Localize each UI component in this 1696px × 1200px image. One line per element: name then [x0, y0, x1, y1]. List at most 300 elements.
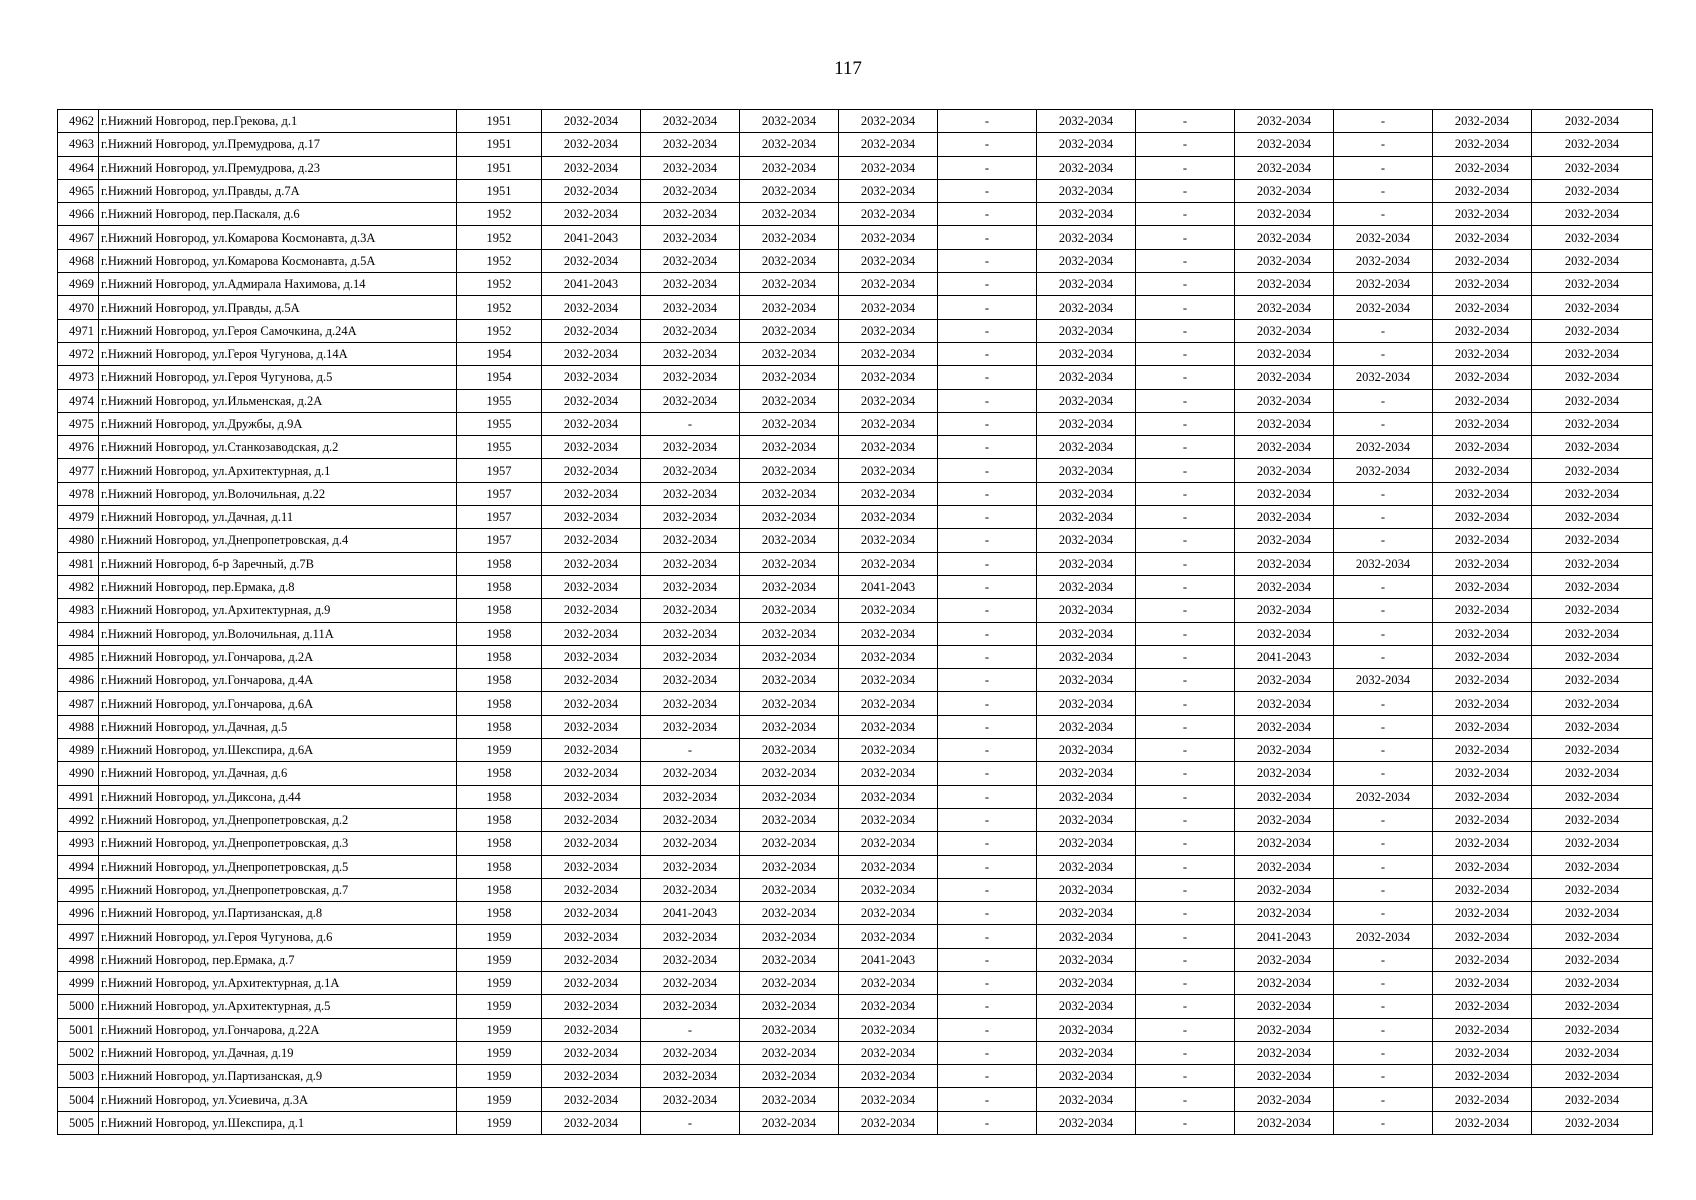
period-cell: 2032-2034 — [542, 832, 641, 855]
period-cell: 2032-2034 — [542, 1018, 641, 1041]
period-cell: - — [1136, 808, 1235, 831]
address-cell: г.Нижний Новгород, ул.Шекспира, д.1 — [99, 1111, 457, 1134]
year-cell: 1951 — [457, 179, 542, 202]
period-cell: 2032-2034 — [1532, 342, 1653, 365]
period-cell: 2032-2034 — [1532, 156, 1653, 179]
period-cell: 2032-2034 — [542, 506, 641, 529]
table-row — [58, 366, 1653, 389]
period-cell: 2032-2034 — [1532, 1018, 1653, 1041]
period-cell: 2032-2034 — [1235, 971, 1334, 994]
period-cell: - — [938, 552, 1037, 575]
period-cell: 2032-2034 — [740, 1018, 839, 1041]
period-cell: - — [938, 226, 1037, 249]
period-cell: - — [641, 412, 740, 435]
table-row — [58, 296, 1653, 319]
period-cell: - — [938, 1111, 1037, 1134]
period-cell: 2032-2034 — [839, 110, 938, 133]
period-cell: 2032-2034 — [740, 506, 839, 529]
period-cell: 2032-2034 — [1235, 319, 1334, 342]
period-cell: 2032-2034 — [1235, 156, 1334, 179]
row-number-cell: 4999 — [58, 971, 99, 994]
period-cell: 2032-2034 — [839, 762, 938, 785]
year-cell: 1959 — [457, 971, 542, 994]
table-row — [58, 273, 1653, 296]
period-cell: - — [1136, 645, 1235, 668]
address-cell: г.Нижний Новгород, ул.Волочильная, д.11А — [99, 622, 457, 645]
period-cell: - — [938, 599, 1037, 622]
period-cell: - — [1334, 645, 1433, 668]
period-cell: 2032-2034 — [1532, 948, 1653, 971]
period-cell: 2032-2034 — [1235, 529, 1334, 552]
table-row — [58, 203, 1653, 226]
period-cell: - — [1334, 902, 1433, 925]
period-cell: 2032-2034 — [839, 226, 938, 249]
period-cell: 2032-2034 — [1235, 622, 1334, 645]
address-cell: г.Нижний Новгород, ул.Днепропетровская, д.2 — [99, 808, 457, 831]
period-cell: 2032-2034 — [1235, 785, 1334, 808]
period-cell: 2032-2034 — [542, 902, 641, 925]
period-cell: 2032-2034 — [542, 692, 641, 715]
year-cell: 1951 — [457, 110, 542, 133]
year-cell: 1952 — [457, 226, 542, 249]
period-cell: 2032-2034 — [740, 995, 839, 1018]
period-cell: 2032-2034 — [740, 412, 839, 435]
period-cell: 2032-2034 — [740, 762, 839, 785]
period-cell: 2032-2034 — [1433, 342, 1532, 365]
period-cell: 2032-2034 — [641, 1088, 740, 1111]
period-cell: - — [1136, 552, 1235, 575]
period-cell: 2032-2034 — [1037, 669, 1136, 692]
period-cell: 2032-2034 — [839, 599, 938, 622]
period-cell: 2032-2034 — [1532, 832, 1653, 855]
period-cell: 2032-2034 — [1334, 459, 1433, 482]
period-cell: - — [1136, 436, 1235, 459]
period-cell: 2032-2034 — [1532, 855, 1653, 878]
period-cell: - — [1136, 506, 1235, 529]
period-cell: 2032-2034 — [740, 529, 839, 552]
year-cell: 1958 — [457, 902, 542, 925]
row-number-cell: 4987 — [58, 692, 99, 715]
period-cell: 2032-2034 — [641, 156, 740, 179]
period-cell: 2032-2034 — [1532, 645, 1653, 668]
period-cell: 2032-2034 — [1532, 669, 1653, 692]
period-cell: - — [938, 342, 1037, 365]
year-cell: 1959 — [457, 948, 542, 971]
period-cell: 2032-2034 — [740, 389, 839, 412]
period-cell: 2032-2034 — [839, 971, 938, 994]
period-cell: 2032-2034 — [740, 948, 839, 971]
period-cell: 2032-2034 — [542, 762, 641, 785]
period-cell: - — [1136, 599, 1235, 622]
period-cell: 2032-2034 — [839, 249, 938, 272]
table-row — [58, 622, 1653, 645]
period-cell: 2032-2034 — [641, 1041, 740, 1064]
period-cell: 2032-2034 — [542, 1041, 641, 1064]
period-cell: 2032-2034 — [839, 739, 938, 762]
year-cell: 1955 — [457, 389, 542, 412]
period-cell: 2032-2034 — [1235, 552, 1334, 575]
period-cell: 2032-2034 — [839, 832, 938, 855]
period-cell: - — [1334, 319, 1433, 342]
period-cell: - — [938, 296, 1037, 319]
period-cell: - — [1334, 971, 1433, 994]
period-cell: - — [938, 459, 1037, 482]
period-cell: 2032-2034 — [1037, 133, 1136, 156]
period-cell: - — [1136, 692, 1235, 715]
period-cell: - — [1136, 785, 1235, 808]
period-cell: - — [1136, 1111, 1235, 1134]
period-cell: 2041-2043 — [1235, 925, 1334, 948]
period-cell: - — [938, 1088, 1037, 1111]
period-cell: - — [938, 902, 1037, 925]
year-cell: 1959 — [457, 995, 542, 1018]
period-cell: 2032-2034 — [542, 599, 641, 622]
period-cell: 2032-2034 — [740, 1065, 839, 1088]
period-cell: 2032-2034 — [1037, 739, 1136, 762]
period-cell: 2032-2034 — [1037, 1018, 1136, 1041]
address-cell: г.Нижний Новгород, ул.Партизанская, д.8 — [99, 902, 457, 925]
period-cell: 2032-2034 — [740, 273, 839, 296]
period-cell: 2032-2034 — [1334, 925, 1433, 948]
period-cell: 2032-2034 — [542, 133, 641, 156]
period-cell: 2032-2034 — [839, 133, 938, 156]
period-cell: 2032-2034 — [542, 342, 641, 365]
row-number-cell: 4974 — [58, 389, 99, 412]
period-cell: 2032-2034 — [740, 832, 839, 855]
period-cell: - — [1136, 1088, 1235, 1111]
period-cell: 2032-2034 — [542, 1088, 641, 1111]
period-cell: 2032-2034 — [1037, 1088, 1136, 1111]
period-cell: 2032-2034 — [542, 179, 641, 202]
year-cell: 1958 — [457, 762, 542, 785]
table-row — [58, 226, 1653, 249]
period-cell: - — [938, 785, 1037, 808]
period-cell: 2032-2034 — [1532, 482, 1653, 505]
period-cell: 2032-2034 — [1532, 273, 1653, 296]
address-cell: г.Нижний Новгород, пер.Ермака, д.8 — [99, 575, 457, 598]
period-cell: 2032-2034 — [1037, 296, 1136, 319]
period-cell: - — [1136, 575, 1235, 598]
period-cell: 2032-2034 — [1037, 971, 1136, 994]
period-cell: 2032-2034 — [1433, 412, 1532, 435]
period-cell: - — [1136, 832, 1235, 855]
address-cell: г.Нижний Новгород, ул.Партизанская, д.9 — [99, 1065, 457, 1088]
period-cell: - — [1136, 366, 1235, 389]
period-cell: 2032-2034 — [1037, 808, 1136, 831]
period-cell: 2032-2034 — [542, 575, 641, 598]
period-cell: 2032-2034 — [1433, 832, 1532, 855]
address-cell: г.Нижний Новгород, ул.Днепропетровская, д.7 — [99, 878, 457, 901]
year-cell: 1957 — [457, 459, 542, 482]
row-number-cell: 4980 — [58, 529, 99, 552]
period-cell: - — [938, 110, 1037, 133]
year-cell: 1959 — [457, 925, 542, 948]
period-cell: 2032-2034 — [1037, 692, 1136, 715]
period-cell: - — [938, 995, 1037, 1018]
year-cell: 1958 — [457, 599, 542, 622]
period-cell: 2032-2034 — [1334, 366, 1433, 389]
row-number-cell: 4966 — [58, 203, 99, 226]
period-cell: 2032-2034 — [1235, 1018, 1334, 1041]
period-cell: 2032-2034 — [740, 179, 839, 202]
table-row — [58, 482, 1653, 505]
year-cell: 1951 — [457, 133, 542, 156]
period-cell: 2032-2034 — [542, 1065, 641, 1088]
row-number-cell: 4991 — [58, 785, 99, 808]
period-cell: 2032-2034 — [740, 1041, 839, 1064]
period-cell: 2032-2034 — [1235, 855, 1334, 878]
table-row — [58, 855, 1653, 878]
table-row — [58, 739, 1653, 762]
period-cell: 2032-2034 — [1532, 249, 1653, 272]
period-cell: 2041-2043 — [641, 902, 740, 925]
period-cell: 2032-2034 — [1433, 622, 1532, 645]
period-cell: 2032-2034 — [1037, 855, 1136, 878]
period-cell: 2032-2034 — [839, 342, 938, 365]
period-cell: 2032-2034 — [740, 342, 839, 365]
period-cell: 2032-2034 — [740, 622, 839, 645]
period-cell: - — [938, 575, 1037, 598]
period-cell: - — [938, 179, 1037, 202]
period-cell: 2032-2034 — [1532, 599, 1653, 622]
period-cell: 2032-2034 — [740, 459, 839, 482]
period-cell: 2032-2034 — [641, 226, 740, 249]
year-cell: 1958 — [457, 785, 542, 808]
period-cell: 2032-2034 — [641, 669, 740, 692]
period-cell: - — [938, 645, 1037, 668]
period-cell: 2032-2034 — [1235, 1065, 1334, 1088]
period-cell: 2032-2034 — [1532, 506, 1653, 529]
period-cell: 2032-2034 — [641, 692, 740, 715]
period-cell: 2032-2034 — [740, 808, 839, 831]
period-cell: 2032-2034 — [1532, 436, 1653, 459]
period-cell: 2032-2034 — [1235, 692, 1334, 715]
period-cell: 2032-2034 — [641, 459, 740, 482]
period-cell: 2032-2034 — [1037, 529, 1136, 552]
year-cell: 1954 — [457, 342, 542, 365]
row-number-cell: 4975 — [58, 412, 99, 435]
period-cell: 2032-2034 — [839, 785, 938, 808]
period-cell: 2032-2034 — [641, 296, 740, 319]
period-cell: 2032-2034 — [1433, 669, 1532, 692]
period-cell: 2032-2034 — [740, 156, 839, 179]
year-cell: 1952 — [457, 319, 542, 342]
housing-schedule-table — [57, 109, 1653, 1135]
period-cell: - — [1136, 296, 1235, 319]
period-cell: 2032-2034 — [1235, 739, 1334, 762]
row-number-cell: 4996 — [58, 902, 99, 925]
address-cell: г.Нижний Новгород, пер.Ермака, д.7 — [99, 948, 457, 971]
table-row — [58, 133, 1653, 156]
period-cell: 2032-2034 — [839, 1065, 938, 1088]
period-cell: 2032-2034 — [1037, 785, 1136, 808]
row-number-cell: 4994 — [58, 855, 99, 878]
address-cell: г.Нижний Новгород, ул.Героя Самочкина, д.24А — [99, 319, 457, 342]
period-cell: 2032-2034 — [740, 855, 839, 878]
period-cell: 2032-2034 — [1433, 273, 1532, 296]
table-row — [58, 599, 1653, 622]
address-cell: г.Нижний Новгород, ул.Дачная, д.11 — [99, 506, 457, 529]
period-cell: 2032-2034 — [1433, 319, 1532, 342]
year-cell: 1957 — [457, 506, 542, 529]
period-cell: 2032-2034 — [740, 739, 839, 762]
period-cell: 2032-2034 — [542, 739, 641, 762]
period-cell: - — [1136, 995, 1235, 1018]
period-cell: 2032-2034 — [839, 902, 938, 925]
period-cell: - — [1334, 110, 1433, 133]
period-cell: 2032-2034 — [1433, 249, 1532, 272]
period-cell: 2032-2034 — [641, 436, 740, 459]
period-cell: 2032-2034 — [1433, 110, 1532, 133]
period-cell: 2032-2034 — [839, 506, 938, 529]
period-cell: 2032-2034 — [641, 785, 740, 808]
row-number-cell: 4983 — [58, 599, 99, 622]
period-cell: 2032-2034 — [1532, 785, 1653, 808]
period-cell: 2032-2034 — [542, 925, 641, 948]
row-number-cell: 4989 — [58, 739, 99, 762]
period-cell: 2032-2034 — [1037, 342, 1136, 365]
period-cell: 2032-2034 — [542, 878, 641, 901]
period-cell: 2032-2034 — [1532, 1111, 1653, 1134]
period-cell: 2032-2034 — [839, 203, 938, 226]
period-cell: - — [938, 925, 1037, 948]
table-row — [58, 925, 1653, 948]
period-cell: - — [1136, 739, 1235, 762]
period-cell: - — [938, 1065, 1037, 1088]
period-cell: 2032-2034 — [1433, 739, 1532, 762]
period-cell: - — [1334, 1111, 1433, 1134]
period-cell: 2032-2034 — [1037, 622, 1136, 645]
period-cell: 2032-2034 — [1433, 808, 1532, 831]
period-cell: 2032-2034 — [641, 808, 740, 831]
period-cell: - — [1334, 1018, 1433, 1041]
period-cell: 2032-2034 — [1235, 878, 1334, 901]
period-cell: 2032-2034 — [1433, 1088, 1532, 1111]
period-cell: 2032-2034 — [1334, 249, 1433, 272]
period-cell: 2032-2034 — [1532, 692, 1653, 715]
period-cell: 2032-2034 — [740, 1111, 839, 1134]
address-cell: г.Нижний Новгород, ул.Гончарова, д.4А — [99, 669, 457, 692]
period-cell: 2032-2034 — [1037, 249, 1136, 272]
period-cell: 2032-2034 — [1235, 342, 1334, 365]
period-cell: - — [1136, 1018, 1235, 1041]
period-cell: 2032-2034 — [839, 1041, 938, 1064]
period-cell: 2032-2034 — [1532, 902, 1653, 925]
period-cell: - — [1136, 762, 1235, 785]
period-cell: 2032-2034 — [740, 925, 839, 948]
period-cell: - — [1136, 273, 1235, 296]
row-number-cell: 4969 — [58, 273, 99, 296]
period-cell: - — [1136, 133, 1235, 156]
period-cell: 2032-2034 — [1235, 575, 1334, 598]
period-cell: 2032-2034 — [740, 599, 839, 622]
period-cell: 2032-2034 — [1235, 832, 1334, 855]
period-cell: 2032-2034 — [1532, 366, 1653, 389]
year-cell: 1958 — [457, 832, 542, 855]
period-cell: - — [1136, 529, 1235, 552]
period-cell: - — [938, 948, 1037, 971]
period-cell: 2032-2034 — [1532, 389, 1653, 412]
year-cell: 1954 — [457, 366, 542, 389]
table-row — [58, 1041, 1653, 1064]
period-cell: 2032-2034 — [740, 319, 839, 342]
address-cell: г.Нижний Новгород, пер.Паскаля, д.6 — [99, 203, 457, 226]
period-cell: 2032-2034 — [1532, 715, 1653, 738]
period-cell: 2032-2034 — [641, 342, 740, 365]
period-cell: - — [1334, 808, 1433, 831]
period-cell: 2032-2034 — [1433, 203, 1532, 226]
period-cell: 2032-2034 — [839, 412, 938, 435]
period-cell: 2032-2034 — [542, 319, 641, 342]
address-cell: г.Нижний Новгород, ул.Комарова Космонавта, д.3А — [99, 226, 457, 249]
row-number-cell: 5000 — [58, 995, 99, 1018]
address-cell: г.Нижний Новгород, ул.Гончарова, д.6А — [99, 692, 457, 715]
period-cell: 2032-2034 — [542, 156, 641, 179]
row-number-cell: 4990 — [58, 762, 99, 785]
period-cell: 2032-2034 — [839, 715, 938, 738]
period-cell: - — [938, 669, 1037, 692]
row-number-cell: 4988 — [58, 715, 99, 738]
period-cell: 2032-2034 — [1037, 1065, 1136, 1088]
period-cell: 2032-2034 — [641, 622, 740, 645]
period-cell: 2032-2034 — [1532, 762, 1653, 785]
period-cell: 2032-2034 — [740, 785, 839, 808]
period-cell: 2032-2034 — [839, 1018, 938, 1041]
address-cell: г.Нижний Новгород, ул.Комарова Космонавта, д.5А — [99, 249, 457, 272]
period-cell: 2032-2034 — [542, 995, 641, 1018]
period-cell: 2032-2034 — [641, 995, 740, 1018]
period-cell: 2032-2034 — [542, 412, 641, 435]
period-cell: - — [1334, 156, 1433, 179]
period-cell: 2032-2034 — [839, 1111, 938, 1134]
period-cell: 2032-2034 — [1532, 529, 1653, 552]
period-cell: 2032-2034 — [1235, 762, 1334, 785]
period-cell: - — [1136, 715, 1235, 738]
period-cell: - — [1334, 855, 1433, 878]
period-cell: - — [938, 482, 1037, 505]
period-cell: 2032-2034 — [1433, 645, 1532, 668]
period-cell: - — [938, 1041, 1037, 1064]
row-number-cell: 4971 — [58, 319, 99, 342]
period-cell: 2032-2034 — [641, 599, 740, 622]
period-cell: 2032-2034 — [839, 622, 938, 645]
period-cell: 2032-2034 — [542, 529, 641, 552]
period-cell: - — [1334, 506, 1433, 529]
period-cell: - — [938, 203, 1037, 226]
period-cell: 2032-2034 — [641, 855, 740, 878]
period-cell: - — [1136, 855, 1235, 878]
row-number-cell: 5002 — [58, 1041, 99, 1064]
period-cell: 2032-2034 — [1037, 925, 1136, 948]
period-cell: 2032-2034 — [740, 110, 839, 133]
table-row — [58, 319, 1653, 342]
period-cell: 2032-2034 — [1334, 785, 1433, 808]
period-cell: - — [1136, 902, 1235, 925]
year-cell: 1958 — [457, 622, 542, 645]
address-cell: г.Нижний Новгород, ул.Волочильная, д.22 — [99, 482, 457, 505]
period-cell: 2032-2034 — [1235, 203, 1334, 226]
period-cell: 2032-2034 — [740, 296, 839, 319]
period-cell: 2032-2034 — [839, 296, 938, 319]
period-cell: 2032-2034 — [740, 552, 839, 575]
period-cell: 2032-2034 — [641, 645, 740, 668]
period-cell: 2032-2034 — [1037, 902, 1136, 925]
period-cell: 2032-2034 — [1433, 482, 1532, 505]
period-cell: 2032-2034 — [1532, 622, 1653, 645]
table-row — [58, 971, 1653, 994]
period-cell: 2032-2034 — [740, 878, 839, 901]
period-cell: - — [1334, 203, 1433, 226]
